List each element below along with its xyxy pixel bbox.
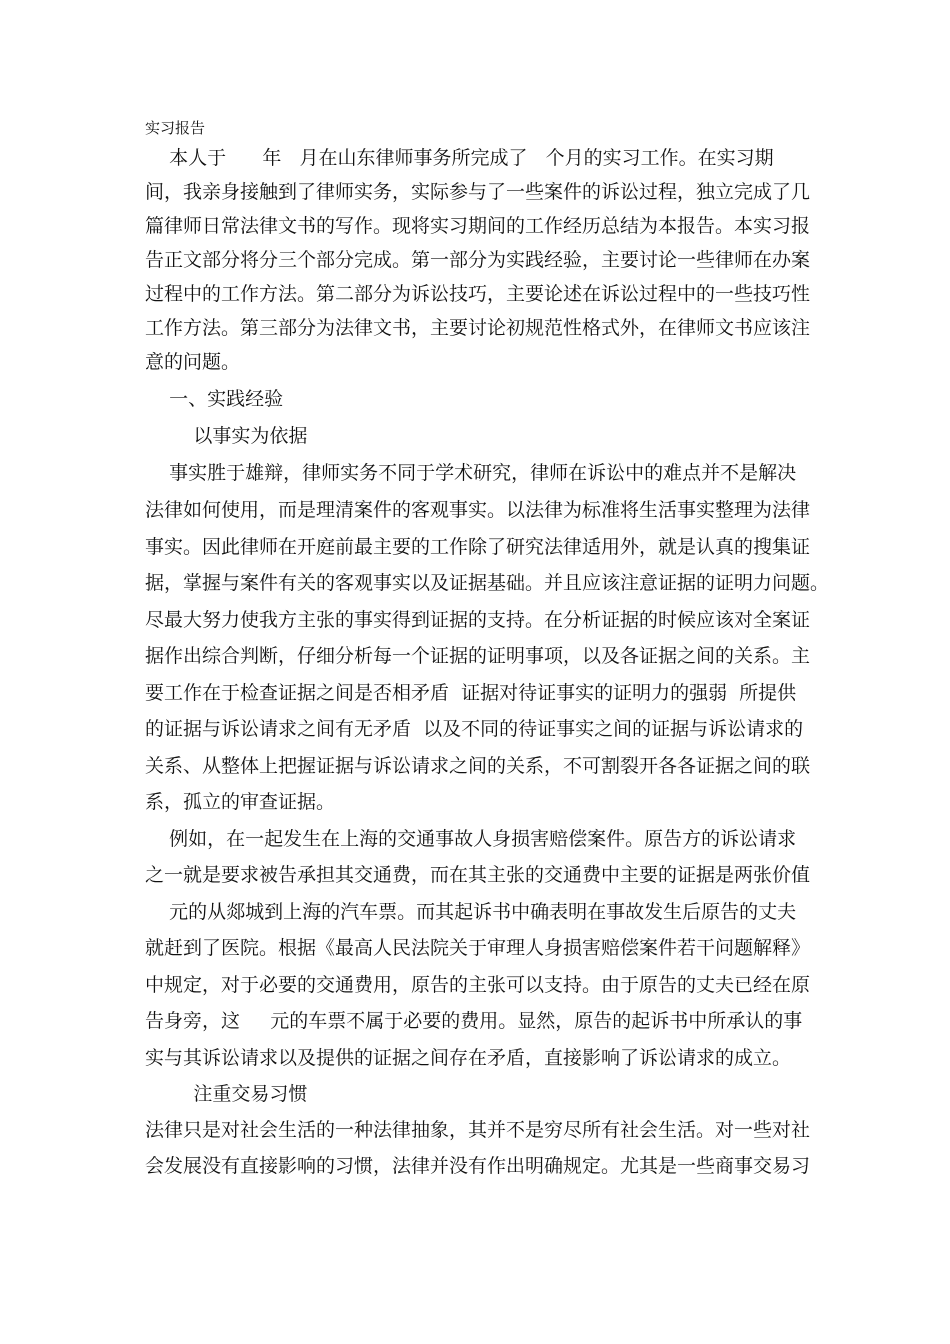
text-line: 要工作在于检查证据之间是否相矛盾 证据对待证事实的证明力的强弱 所提供 bbox=[145, 682, 797, 704]
text-line: 之一就是要求被告承担其交通费，而在其主张的交通费中主要的证据是两张价值 bbox=[145, 864, 811, 886]
text-line: 尽最大努力使我方主张的事实得到证据的支持。在分析证据的时候应该对全案证 bbox=[145, 609, 811, 631]
text-line: 据，掌握与案件有关的客观事实以及证据基础。并且应该注意证据的证明力问题。 bbox=[145, 572, 830, 594]
text-line: 据作出综合判断，仔细分析每一个证据的证明事项，以及各证据之间的关系。主 bbox=[145, 645, 811, 667]
text-line: 工作方法。第三部分为法律文书，主要讨论初规范性格式外，在律师文书应该注 bbox=[145, 317, 811, 339]
text-line: 事实。因此律师在开庭前最主要的工作除了研究法律适用外，就是认真的搜集证 bbox=[145, 536, 811, 558]
text-line: 意的问题。 bbox=[145, 351, 241, 373]
text-line: 间，我亲身接触到了律师实务，实际参与了一些案件的诉讼过程，独立完成了几 bbox=[145, 181, 811, 203]
subsection-heading: 注重交易习惯 bbox=[145, 1083, 308, 1105]
subsection-heading: 以事实为依据 bbox=[145, 425, 308, 447]
text-line: 事实胜于雄辩，律师实务不同于学术研究，律师在诉讼中的难点并不是解决 bbox=[145, 462, 797, 484]
text-line: 实与其诉讼请求以及提供的证据之间存在矛盾，直接影响了诉讼请求的成立。 bbox=[145, 1047, 792, 1069]
text-line: 法律只是对社会生活的一种法律抽象，其并不是穷尽所有社会生活。对一些对社 bbox=[145, 1119, 811, 1141]
text-line: 告身旁，这 元的车票不属于必要的费用。显然，原告的起诉书中所承认的事 bbox=[145, 1010, 803, 1032]
text-line: 就赶到了医院。根据《最高人民法院关于审理人身损害赔偿案件若干问题解释》 bbox=[145, 937, 811, 959]
text-line: 元的从郯城到上海的汽车票。而其起诉书中确表明在事故发生后原告的丈夫 bbox=[145, 901, 797, 923]
text-line: 的证据与诉讼请求之间有无矛盾 以及不同的待证事实之间的证据与诉讼请求的 bbox=[145, 718, 804, 740]
document-title: 实习报告 bbox=[145, 119, 206, 137]
text-line: 中规定，对于必要的交通费用，原告的主张可以支持。由于原告的丈夫已经在原 bbox=[145, 974, 811, 996]
text-line: 例如，在一起发生在上海的交通事故人身损害赔偿案件。原告方的诉讼请求 bbox=[145, 828, 797, 850]
text-line: 系，孤立的审查证据。 bbox=[145, 791, 336, 813]
text-line: 过程中的工作方法。第二部分为诉讼技巧，主要论述在诉讼过程中的一些技巧性 bbox=[145, 283, 811, 305]
text-line: 篇律师日常法律文书的写作。现将实习期间的工作经历总结为本报告。本实习报 bbox=[145, 215, 811, 237]
text-line: 法律如何使用，而是理清案件的客观事实。以法律为标准将生活事实整理为法律 bbox=[145, 499, 811, 521]
section-heading: 一、实践经验 bbox=[145, 388, 284, 410]
text-line: 会发展没有直接影响的习惯，法律并没有作出明确规定。尤其是一些商事交易习 bbox=[145, 1155, 811, 1177]
text-line: 关系、从整体上把握证据与诉讼请求之间的关系，不可割裂开各各证据之间的联 bbox=[145, 755, 811, 777]
text-line: 本人于 年 月在山东律师事务所完成了 个月的实习工作。在实习期 bbox=[145, 147, 774, 169]
text-line: 告正文部分将分三个部分完成。第一部分为实践经验，主要讨论一些律师在办案 bbox=[145, 249, 811, 271]
